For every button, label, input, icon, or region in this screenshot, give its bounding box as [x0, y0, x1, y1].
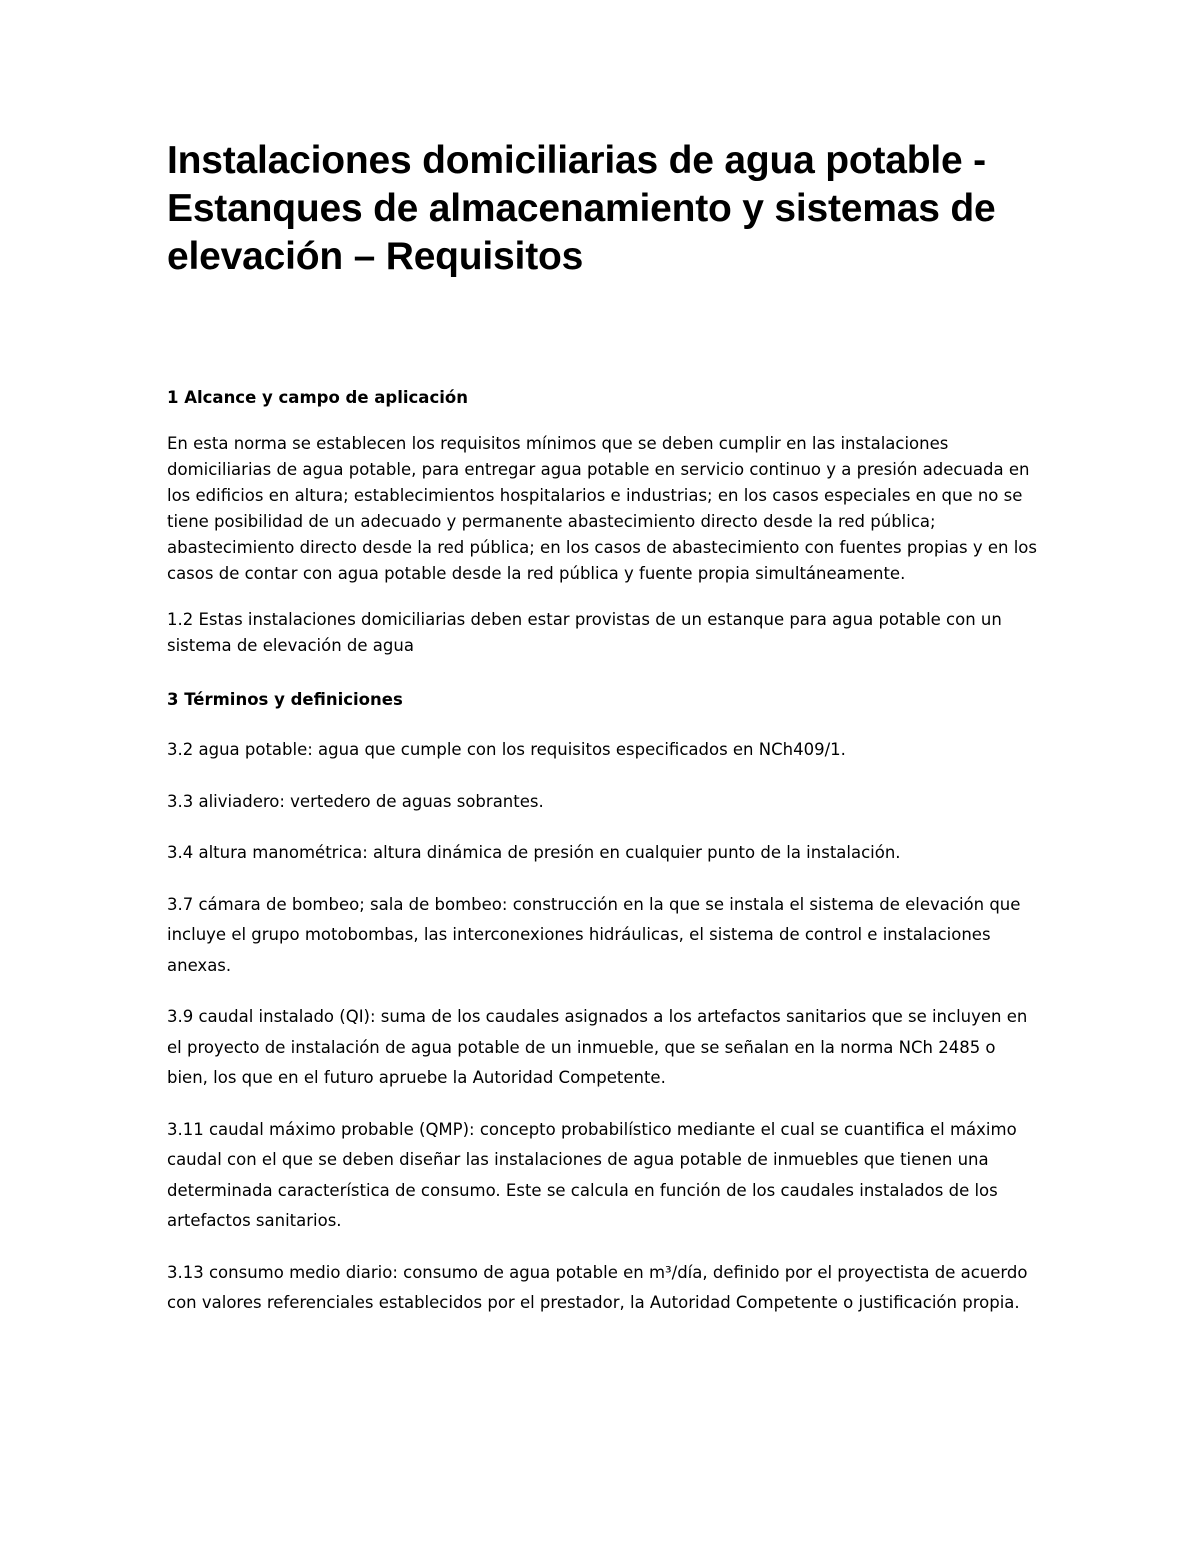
- section-heading-alcance: 1 Alcance y campo de aplicación: [167, 388, 468, 407]
- section-heading-terminos: 3 Términos y definiciones: [167, 690, 403, 709]
- document-content: [167, 137, 1037, 1319]
- definition-3-11: 3.11 caudal máximo probable (QMP): concepto probabilístico mediante el cual se cuantifica el máximo caudal con el que se deben diseñar las instalaciones de agua potable de inmuebles que tienen una determinada característica de consumo. Este se calcula en función de los caudales instalados de los artefactos sanitarios.: [167, 1119, 1017, 1230]
- document-title: Instalaciones domiciliarias de agua potable - Estanques de almacenamiento y sistemas de elevación – Requisitos: [167, 139, 996, 278]
- definition-3-13: 3.13 consumo medio diario: consumo de agua potable en m³/día, definido por el proyectista de acuerdo con valores referenciales establecidos por el prestador, la Autoridad Competente o justificación propia.: [167, 1262, 1028, 1312]
- clause-1-2: 1.2 Estas instalaciones domiciliarias deben estar provistas de un estanque para agua potable con un sistema de elevación de agua: [167, 610, 1002, 655]
- definition-3-4: 3.4 altura manométrica: altura dinámica de presión en cualquier punto de la instalación.: [167, 843, 901, 862]
- definition-3-3: 3.3 aliviadero: vertedero de aguas sobrantes.: [167, 791, 544, 811]
- definition-3-7: 3.7 cámara de bombeo; sala de bombeo: construcción en la que se instala el sistema de elevación que incluye el grupo motobombas, las interconexiones hidráulicas, el sistema de control e instalaciones anexas.: [167, 894, 1021, 975]
- definition-3-2: 3.2 agua potable: agua que cumple con los requisitos especificados en NCh409/1.: [167, 740, 846, 759]
- definition-3-9: 3.9 caudal instalado (QI): suma de los caudales asignados a los artefactos sanitarios que se incluyen en el proyecto de instalación de agua potable de un inmueble, que se señalan en la norma NCh 2485 o bien, los que en el futuro apruebe la Autoridad Competente.: [167, 1007, 1028, 1087]
- paragraph-alcance: En esta norma se establecen los requisitos mínimos que se deben cumplir en las instalaciones domiciliarias de agua potable, para entregar agua potable en servicio continuo y a presión adecuada en los edificios en altura; establecimientos hospitalarios e industrias; en los casos especiales en que no se tiene posibilidad de un adecuado y permanente abastecimiento directo desde la red pública; abastecimiento directo desde la red pública; en los casos de abastecimiento con fuentes propias y en los casos de contar con agua potable desde la red pública y fuente propia simultáneamente.: [167, 434, 1037, 583]
